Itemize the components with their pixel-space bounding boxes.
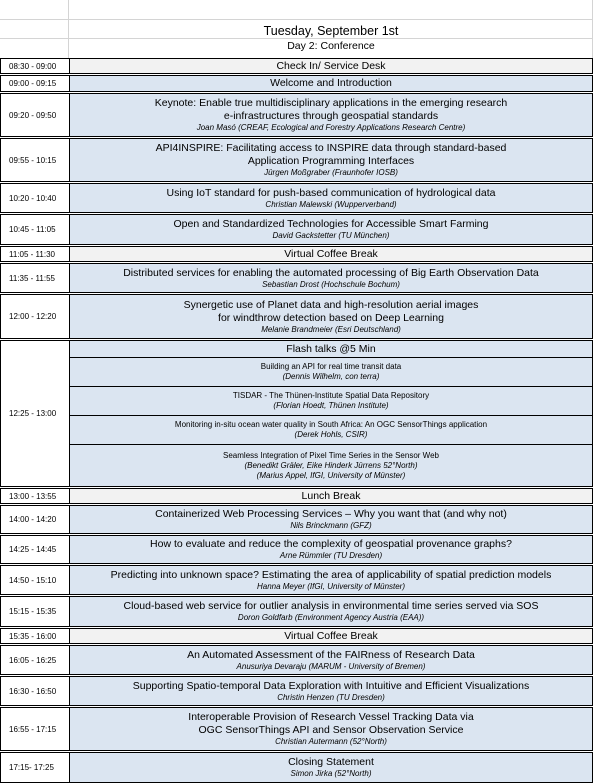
time-cell: 09:55 - 10:15: [0, 138, 69, 182]
session-title: OGC SensorThings API and Sensor Observation Service: [198, 724, 464, 736]
session-title: Lunch Break: [301, 489, 361, 502]
time-cell: 09:20 - 09:50: [0, 93, 69, 137]
session-title: Synergetic use of Planet data and high-resolution aerial images: [183, 298, 479, 311]
session-title: Check In/ Service Desk: [276, 59, 386, 72]
session-title: Keynote: Enable true multidisciplinary applications in the emerging research: [154, 97, 508, 109]
speaker: Sebastian Drost (Hochschule Bochum): [262, 279, 400, 289]
grid-line: [0, 19, 593, 20]
speaker: Simon Jirka (52°North): [290, 769, 372, 778]
session-cell: [69, 93, 593, 137]
session-cell: [69, 645, 593, 675]
session-title: Interoperable Provision of Research Vessel Tracking Data via: [188, 711, 474, 723]
speaker: (Marius Appel, IfGI, University of Münster): [256, 470, 406, 480]
schedule-row: [0, 183, 593, 213]
time-cell: 15:35 - 16:00: [0, 628, 69, 644]
speaker: Joan Masó (CREAF, Ecological and Forestry Applications Research Centre): [196, 123, 466, 132]
schedule-row: [0, 628, 593, 644]
schedule-row: [0, 93, 593, 137]
session-title: Cloud-based web service for outlier analysis in environmental time series served via SOS: [123, 600, 539, 612]
time-cell: 10:20 - 10:40: [0, 183, 69, 213]
time-cell: 11:05 - 11:30: [0, 246, 69, 262]
schedule-row: [0, 263, 593, 293]
speaker: David Gackstetter (TU München): [272, 231, 390, 240]
session-cell: [69, 246, 593, 262]
session-cell: [69, 263, 593, 293]
flash-talk: [70, 387, 592, 416]
time-cell: 12:00 - 12:20: [0, 294, 69, 339]
schedule-row: [0, 707, 593, 751]
session-cell: [69, 676, 593, 706]
time-cell: 11:35 - 11:55: [0, 263, 69, 293]
time-cell: 15:15 - 15:35: [0, 596, 69, 627]
time-cell: 13:00 - 13:55: [0, 488, 69, 504]
session-title: for windthrow detection based on Deep Learning: [218, 311, 444, 324]
schedule-row: [0, 535, 593, 564]
time-cell: 16:55 - 17:15: [0, 707, 69, 751]
schedule-row: [0, 294, 593, 339]
flash-talk: [70, 416, 592, 445]
time-cell: 17:15- 17:25: [0, 752, 69, 783]
session-cell: [69, 596, 593, 627]
session-cell: [69, 214, 593, 245]
page-title: Tuesday, September 1st: [263, 24, 399, 38]
time-cell: 09:00 - 09:15: [0, 75, 69, 92]
session-title: Closing Statement: [288, 756, 374, 768]
session-title: Distributed services for enabling the automated processing of Big Earth Observation Data: [123, 266, 539, 279]
session-cell: [69, 752, 593, 783]
talk-title: TISDAR - The Thünen-Institute Spatial Data Repository: [232, 391, 430, 400]
session-cell: [69, 707, 593, 751]
session-title: An Automated Assessment of the FAIRness of Research Data: [187, 648, 475, 661]
schedule-row: [0, 488, 593, 504]
session-title: Virtual Coffee Break: [284, 247, 378, 260]
schedule-row: [0, 752, 593, 783]
session-title: e-infrastructures through geospatial standards: [223, 110, 439, 122]
speaker: Christian Malewski (Wupperverband): [265, 199, 397, 209]
session-cell: [69, 488, 593, 504]
schedule-row: [0, 58, 593, 74]
time-cell: 12:25 - 13:00: [0, 340, 69, 487]
schedule-row: [0, 505, 593, 534]
session-title: API4INSPIRE: Facilitating access to INSPIRE data through standard-based: [155, 142, 507, 154]
schedule-row: [0, 645, 593, 675]
speaker: (Benedikt Gräler, Eike Hinderk Jürrens 52°North): [244, 460, 418, 470]
session-cell: [69, 628, 593, 644]
speaker: (Florian Hoedt, Thünen Institute): [273, 401, 389, 410]
session-cell: [69, 138, 593, 182]
time-cell: 16:30 - 16:50: [0, 676, 69, 706]
speaker: Anusuriya Devaraju (MARUM - University of Bremen): [236, 661, 426, 671]
schedule-row: [0, 214, 593, 245]
session-title: Predicting into unknown space? Estimating the area of applicability of spatial prediction models: [110, 568, 552, 581]
schedule-row: [0, 676, 593, 706]
session-cell: [69, 535, 593, 564]
session-title: Virtual Coffee Break: [284, 629, 378, 642]
flash-talk: [70, 358, 592, 387]
session-title: Supporting Spatio-temporal Data Exploration with Intuitive and Efficient Visualizations: [132, 679, 530, 692]
schedule-row: [0, 138, 593, 182]
speaker: Doron Goldfarb (Environment Agency Austria (EAA)): [237, 613, 425, 622]
speaker: Nils Brinckmann (GFZ): [290, 521, 372, 530]
session-title: Using IoT standard for push-based communication of hydrological data: [166, 186, 496, 199]
speaker: Jürgen Moßgraber (Fraunhofer IOSB): [264, 168, 398, 177]
talk-title: Building an API for real time transit data: [260, 362, 402, 371]
session-cell: [69, 294, 593, 339]
time-cell: 10:45 - 11:05: [0, 214, 69, 245]
session-title: Welcome and Introduction: [270, 77, 392, 89]
speaker: Christin Henzen (TU Dresden): [277, 692, 385, 702]
speaker: Melanie Brandmeier (Esri Deutschland): [261, 324, 401, 334]
session-title: How to evaluate and reduce the complexity of geospatial provenance graphs?: [150, 538, 512, 550]
schedule-row: [0, 340, 593, 487]
time-cell: 16:05 - 16:25: [0, 645, 69, 675]
session-title: Containerized Web Processing Services – Why you want that (and why not): [155, 508, 507, 520]
schedule-row: [0, 596, 593, 627]
time-cell: 14:25 - 14:45: [0, 535, 69, 564]
talk-title: Monitoring in-situ ocean water quality in South Africa: An OGC SensorThings application: [174, 420, 488, 429]
flash-talk: [70, 445, 592, 486]
session-title: Application Programming Interfaces: [247, 155, 415, 167]
speaker: (Derek Hohls, CSIR): [294, 430, 368, 439]
time-cell: 08:30 - 09:00: [0, 58, 69, 74]
session-cell: [69, 58, 593, 74]
schedule-row: [0, 246, 593, 262]
session-title: Open and Standardized Technologies for Accessible Smart Farming: [173, 218, 489, 230]
time-cell: 14:50 - 15:10: [0, 565, 69, 595]
speaker: (Dennis Wilhelm, con terra): [282, 372, 380, 381]
schedule-row: [0, 565, 593, 595]
flash-talks-cell: [69, 340, 593, 487]
time-cell: 14:00 - 14:20: [0, 505, 69, 534]
session-cell: [69, 505, 593, 534]
schedule-row: [0, 75, 593, 92]
session-title: Flash talks @5 Min: [286, 342, 376, 355]
speaker: Christian Autermann (52°North): [275, 737, 387, 746]
speaker: Hanna Meyer (IfGI, University of Münster): [256, 581, 406, 591]
session-cell: [69, 565, 593, 595]
speaker: Arne Rümmler (TU Dresden): [279, 551, 383, 560]
session-cell: [69, 183, 593, 213]
session-cell: [69, 75, 593, 92]
page-subtitle: Day 2: Conference: [287, 40, 375, 52]
flash-talks-heading: [70, 341, 592, 358]
talk-title: Seamless Integration of Pixel Time Series in the Sensor Web: [223, 450, 439, 460]
